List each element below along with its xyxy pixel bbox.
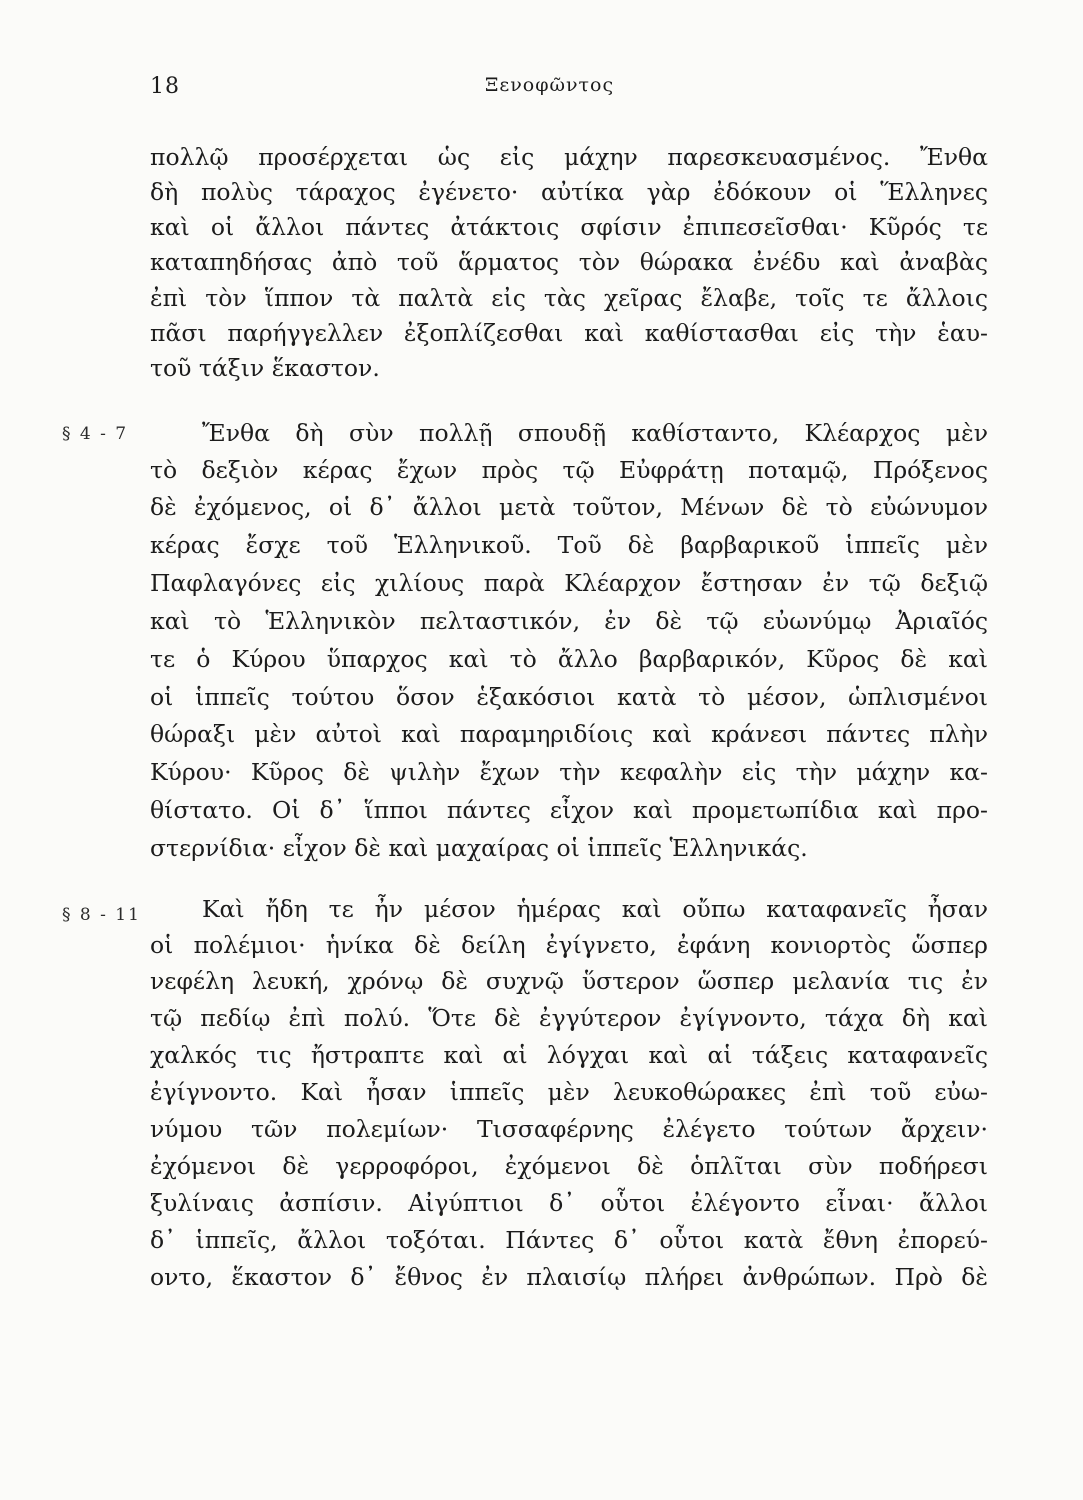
page-number: 18 [150,74,180,99]
text-line: τοῦ τάξιν ἕκαστον. [150,354,380,382]
text-line: θώραξι μὲν αὐτοὶ καὶ παραμηριδίοις καὶ κράνεσι πάντες πλὴν [150,720,988,748]
text-line: Ἔνθα δὴ σὺν πολλῇ σπουδῇ καθίσταντο, Κλέαρχος μὲν [202,419,988,447]
text-line: Παφλαγόνες εἰς χιλίους παρὰ Κλέαρχον ἔστησαν ἐν τῷ δεξιῷ [150,569,988,597]
text-line: καὶ τὸ Ἑλληνικὸν πελταστικόν, ἐν δὲ τῷ εὐωνύμῳ Ἀριαῖός [150,607,988,635]
text-line: τῷ πεδίῳ ἐπὶ πολύ. Ὅτε δὲ ἐγγύτερον ἐγίγνοντο, τάχα δὴ καὶ [150,1004,988,1032]
running-title: Ξενοφῶντος [485,74,615,96]
text-line: οντο, ἕκαστον δ᾽ ἔθνος ἐν πλαισίῳ πλήρει ἀνθρώπων. Πρὸ δὲ [150,1263,988,1291]
text-line: τὸ δεξιὸν κέρας ἔχων πρὸς τῷ Εὐφράτῃ ποταμῷ, Πρόξενος [150,456,988,484]
text-line: ἐγίγνοντο. Καὶ ἦσαν ἱππεῖς μὲν λευκοθώρακες ἐπὶ τοῦ εὐω- [150,1078,988,1106]
text-line: δὲ ἐχόμενος, οἱ δ᾽ ἄλλοι μετὰ τοῦτον, Μένων δὲ τὸ εὐώνυμον [150,493,988,521]
text-line: θίστατο. Οἱ δ᾽ ἵπποι πάντες εἶχον καὶ προμετωπίδια καὶ προ- [150,796,988,824]
text-line: Καὶ ἤδη τε ἦν μέσον ἡμέρας καὶ οὔπω καταφανεῖς ἦσαν [202,895,988,923]
text-line: στερνίδια· εἶχον δὲ καὶ μαχαίρας οἱ ἱππεῖς Ἑλληνικάς. [150,834,808,862]
text-line: κέρας ἔσχε τοῦ Ἑλληνικοῦ. Τοῦ δὲ βαρβαρικοῦ ἱππεῖς μὲν [150,531,988,559]
text-line: οἱ πολέμιοι· ἡνίκα δὲ δείλη ἐγίγνετο, ἐφάνη κονιορτὸς ὥσπερ [150,931,988,959]
text-line: ξυλίναις ἀσπίσιν. Αἰγύπτιοι δ᾽ οὗτοι ἐλέγοντο εἶναι· ἄλλοι [150,1189,988,1217]
text-line: καταπηδήσας ἀπὸ τοῦ ἅρματος τὸν θώρακα ἐνέδυ καὶ ἀναβὰς [150,248,988,276]
text-line: Κύρου· Κῦρος δὲ ψιλὴν ἔχων τὴν κεφαλὴν εἰς τὴν μάχην κα- [150,758,988,786]
text-line: οἱ ἱππεῖς τούτου ὅσον ἑξακόσιοι κατὰ τὸ μέσον, ὡπλισμένοι [150,683,988,711]
text-line: ἐπὶ τὸν ἵππον τὰ παλτὰ εἰς τὰς χεῖρας ἔλαβε, τοῖς τε ἄλλοις [150,284,988,312]
text-line: ἐχόμενοι δὲ γερροφόροι, ἐχόμενοι δὲ ὁπλῖται σὺν ποδήρεσι [150,1152,988,1180]
section-mark-4-7: § 4 - 7 [62,424,129,444]
section-mark-8-11: § 8 - 11 [62,905,141,925]
text-line: χαλκός τις ἤστραπτε καὶ αἱ λόγχαι καὶ αἱ τάξεις καταφανεῖς [150,1041,988,1069]
text-line: πᾶσι παρήγγελλεν ἐξοπλίζεσθαι καὶ καθίστασθαι εἰς τὴν ἑαυ- [150,319,988,347]
text-line: δ᾽ ἱππεῖς, ἄλλοι τοξόται. Πάντες δ᾽ οὗτοι κατὰ ἔθνη ἐπορεύ- [150,1226,988,1254]
text-line: πολλῷ προσέρχεται ὡς εἰς μάχην παρεσκευασμένος. Ἔνθα [150,143,988,171]
text-line: νεφέλη λευκή, χρόνῳ δὲ συχνῷ ὕστερον ὥσπερ μελανία τις ἐν [150,967,988,995]
text-line: τε ὁ Κύρου ὕπαρχος καὶ τὸ ἄλλο βαρβαρικόν, Κῦρος δὲ καὶ [150,645,988,673]
text-line: δὴ πολὺς τάραχος ἐγένετο· αὐτίκα γὰρ ἐδόκουν οἱ Ἕλληνες [150,178,988,206]
text-line: καὶ οἱ ἄλλοι πάντες ἀτάκτοις σφίσιν ἐπιπεσεῖσθαι· Κῦρός τε [150,213,988,241]
text-line: νύμου τῶν πολεμίων· Τισσαφέρνης ἐλέγετο τούτων ἄρχειν· [150,1115,988,1143]
